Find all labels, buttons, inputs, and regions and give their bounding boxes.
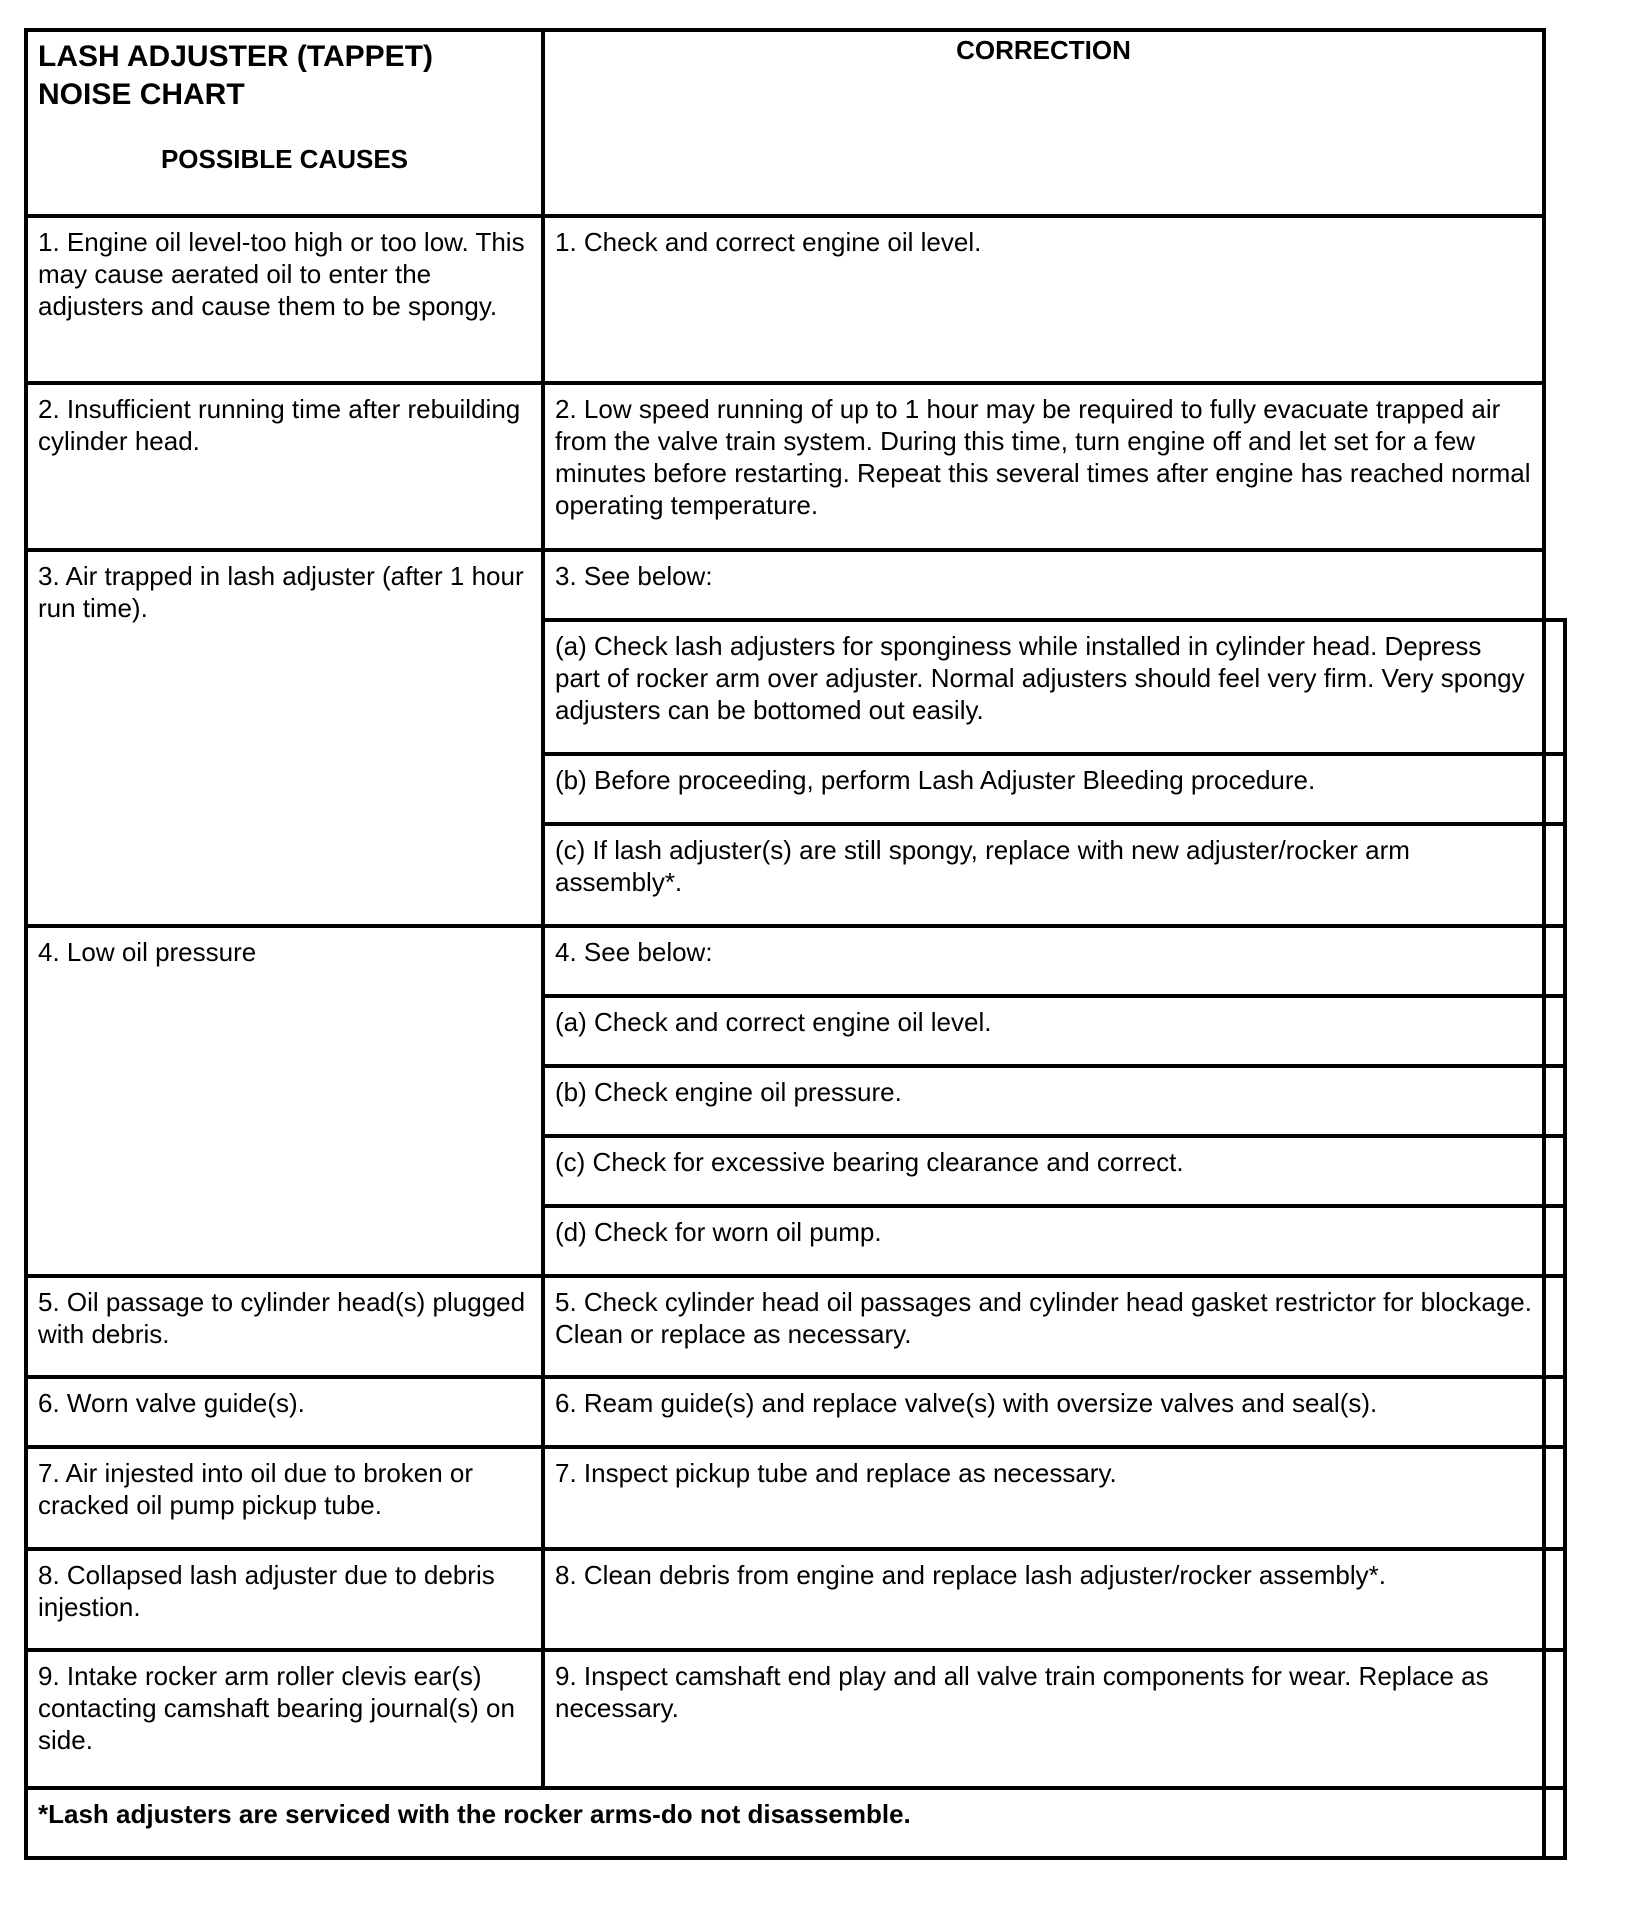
footnote: *Lash adjusters are serviced with the rocker arms-do not disassemble. [38, 1799, 911, 1829]
correction-subcell: (a) Check lash adjusters for sponginess while installed in cylinder head. Depress part of rocker arm over adjuster. Normal adjusters should feel very firm. Very spongy adjusters can be bottomed out easily. [555, 631, 1525, 725]
correction-cell: 5. Check cylinder head oil passages and cylinder head gasket restrictor for blockage. Clean or replace as necessary. [555, 1287, 1532, 1349]
table-border-bottom [24, 1856, 1567, 1860]
correction-cell: 7. Inspect pickup tube and replace as necessary. [555, 1458, 1117, 1488]
correction-cell: 6. Ream guide(s) and replace valve(s) with oversize valves and seal(s). [555, 1388, 1378, 1418]
correction-cell: 9. Inspect camshaft end play and all valve train components for wear. Replace as necessary. [555, 1661, 1489, 1723]
cause-cell: 6. Worn valve guide(s). [38, 1388, 305, 1418]
table-border-right-lower [1542, 618, 1546, 1860]
possible-causes-heading: POSSIBLE CAUSES [160, 144, 409, 174]
cause-cell: 3. Air trapped in lash adjuster (after 1 hour run time). [38, 561, 524, 623]
correction-cell: 8. Clean debris from engine and replace lash adjuster/rocker assembly*. [555, 1560, 1386, 1590]
correction-cell: 3. See below: [555, 561, 713, 591]
cause-cell: 8. Collapsed lash adjuster due to debris injestion. [38, 1560, 495, 1622]
correction-cell: 4. See below: [555, 937, 713, 967]
cause-cell: 4. Low oil pressure [38, 937, 257, 967]
cause-cell: 9. Intake rocker arm roller clevis ear(s) contacting camshaft bearing journal(s) on side. [38, 1661, 515, 1755]
cause-cell: 7. Air injested into oil due to broken or cracked oil pump pickup tube. [38, 1458, 474, 1520]
correction-subcell: (a) Check and correct engine oil level. [555, 1007, 992, 1037]
correction-subcell: (d) Check for worn oil pump. [555, 1217, 882, 1247]
cause-cell: 1. Engine oil level-too high or too low. This may cause aerated oil to enter the adjusters and cause them to be spongy. [38, 227, 525, 321]
cause-cell: 5. Oil passage to cylinder head(s) plugged with debris. [38, 1287, 526, 1349]
chart-title-line2: NOISE CHART [38, 78, 245, 111]
correction-heading: CORRECTION [956, 35, 1131, 65]
correction-subcell: (c) Check for excessive bearing clearance and correct. [555, 1147, 1184, 1177]
chart-title [28, 32, 541, 178]
correction-subcell: (c) If lash adjuster(s) are still spongy, replace with new adjuster/rocker arm assembly*. [555, 835, 1410, 897]
cause-cell: 2. Insufficient running time after rebuilding cylinder head. [38, 394, 521, 456]
chart-title-line1: LASH ADJUSTER (TAPPET) [38, 40, 434, 73]
correction-subcell: (b) Before proceeding, perform Lash Adjuster Bleeding procedure. [555, 765, 1316, 795]
correction-subcell: (b) Check engine oil pressure. [555, 1077, 902, 1107]
table-border-right-offset [1563, 618, 1567, 1860]
correction-cell: 2. Low speed running of up to 1 hour may be required to fully evacuate trapped air from the valve train system. During this time, turn engine off and let set for a few minutes before restarting. Repeat this several times after engine has reached normal operating temperature. [555, 394, 1531, 520]
table-border-right-upper [1542, 28, 1546, 622]
column-divider [541, 28, 545, 1790]
correction-cell: 1. Check and correct engine oil level. [555, 227, 982, 257]
